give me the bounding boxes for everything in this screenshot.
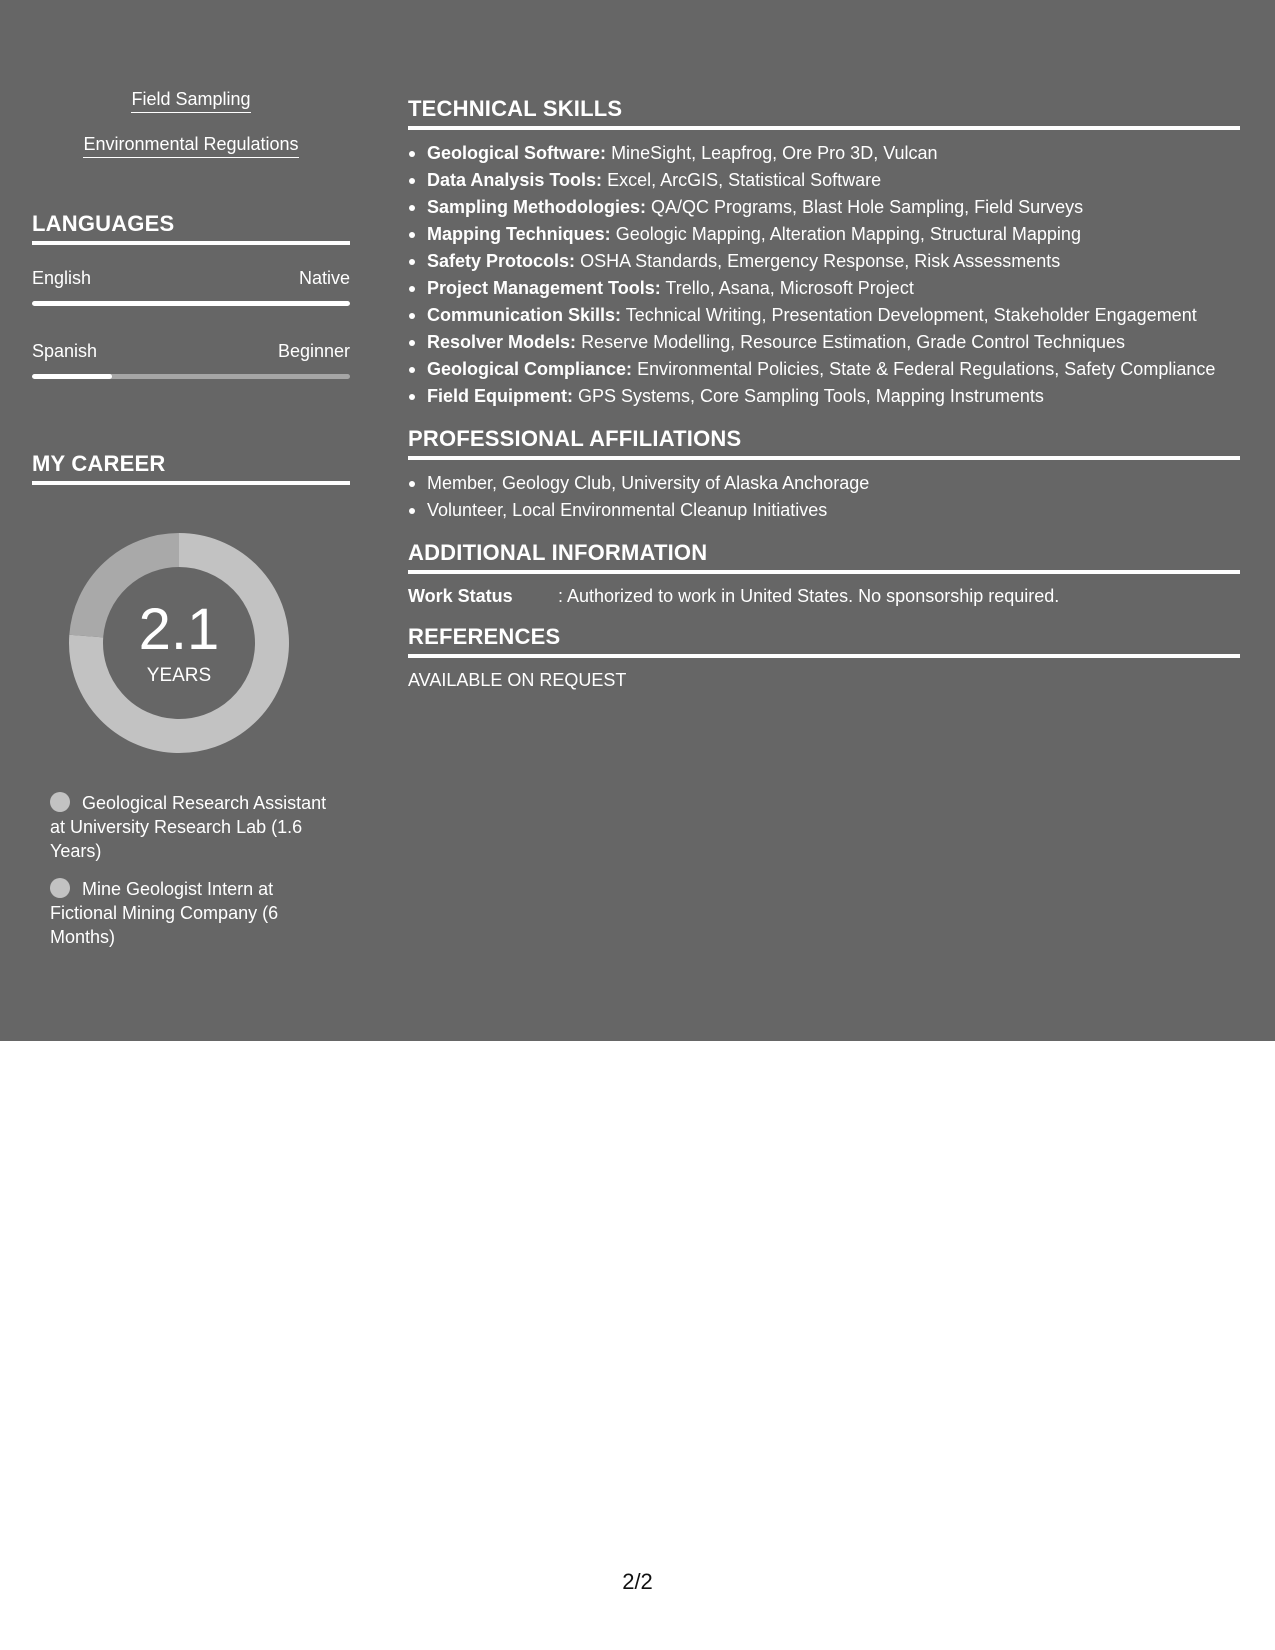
career-legend-item [50, 791, 330, 863]
skill-label: Resolver Models: [427, 332, 577, 352]
skill-label: Safety Protocols: [427, 251, 576, 271]
skill-text: MineSight, Leapfrog, Ore Pro 3D, Vulcan [611, 143, 938, 163]
skill-item [408, 383, 1240, 410]
language-name: Spanish [32, 341, 98, 361]
language-proficiency-bar [32, 374, 350, 379]
skill-tag: Environmental Regulations [83, 133, 298, 158]
career-section [32, 451, 350, 947]
skill-item [408, 167, 1240, 194]
work-status-label: Work Status [408, 586, 513, 606]
career-legend-item [50, 877, 330, 949]
language-name: English [32, 268, 92, 288]
language-proficiency-bar [32, 301, 350, 306]
technical-skills-title: TECHNICAL SKILLS [408, 96, 1240, 130]
page-number: 2/2 [622, 1569, 653, 1594]
skill-label: Field Equipment: [427, 386, 573, 406]
skill-item [408, 275, 1240, 302]
skill-label: Data Analysis Tools: [427, 170, 603, 190]
skill-tags [32, 88, 350, 178]
affiliations-list [408, 470, 1240, 524]
references-title: REFERENCES [408, 624, 1240, 658]
affiliation-item: Volunteer, Local Environmental Cleanup Initiatives [408, 497, 1240, 524]
additional-info-section [408, 540, 1240, 608]
skill-label: Project Management Tools: [427, 278, 661, 298]
right-column [408, 96, 1240, 708]
career-legend [50, 791, 330, 963]
career-legend-label: Mine Geologist Intern at Fictional Mining Company (6 Months) [50, 879, 279, 947]
skill-item [408, 194, 1240, 221]
additional-info-title: ADDITIONAL INFORMATION [408, 540, 1240, 574]
skill-label: Geological Compliance: [427, 359, 633, 379]
legend-dot-icon [50, 792, 70, 812]
language-item [32, 340, 350, 379]
skill-text: Excel, ArcGIS, Statistical Software [607, 170, 882, 190]
career-legend-label: Geological Research Assistant at University Research Lab (1.6 Years) [50, 793, 327, 861]
skill-text: Geologic Mapping, Alteration Mapping, Structural Mapping [615, 224, 1081, 244]
skill-label: Communication Skills: [427, 305, 622, 325]
career-total-value: 2.1 [138, 597, 220, 662]
career-donut-chart [66, 530, 292, 756]
affiliations-title: PROFESSIONAL AFFILIATIONS [408, 426, 1240, 460]
skill-text: GPS Systems, Core Sampling Tools, Mapping Instruments [578, 386, 1044, 406]
skill-text: Environmental Policies, State & Federal Regulations, Safety Compliance [637, 359, 1216, 379]
skill-text: OSHA Standards, Emergency Response, Risk Assessments [580, 251, 1061, 271]
skill-item [408, 302, 1240, 329]
career-total-unit: YEARS [146, 665, 212, 686]
skill-item [408, 140, 1240, 167]
legend-dot-icon [50, 878, 70, 898]
language-proficiency-fill [32, 374, 112, 379]
skill-item [408, 329, 1240, 356]
references-section [408, 624, 1240, 692]
skill-tag: Field Sampling [131, 88, 250, 113]
references-text: AVAILABLE ON REQUEST [408, 670, 627, 690]
skill-label: Mapping Techniques: [427, 224, 611, 244]
skill-item [408, 221, 1240, 248]
skill-text: Reserve Modelling, Resource Estimation, Grade Control Techniques [581, 332, 1125, 352]
skill-text: Trello, Asana, Microsoft Project [665, 278, 914, 298]
technical-skills-section [408, 96, 1240, 410]
languages-title: LANGUAGES [32, 211, 350, 245]
affiliations-section [408, 426, 1240, 524]
skill-label: Geological Software: [427, 143, 607, 163]
languages-section [32, 211, 350, 379]
work-status-row [408, 584, 1240, 608]
skill-item [408, 248, 1240, 275]
language-level: Beginner [277, 341, 350, 361]
affiliation-item: Member, Geology Club, University of Alaska Anchorage [408, 470, 1240, 497]
language-level: Native [298, 268, 350, 288]
skill-text: QA/QC Programs, Blast Hole Sampling, Field Surveys [651, 197, 1084, 217]
language-item [32, 267, 350, 306]
skill-label: Sampling Methodologies: [427, 197, 646, 217]
technical-skills-list [408, 140, 1240, 410]
skill-item [408, 356, 1240, 383]
work-status-value: : Authorized to work in United States. No sponsorship required. [558, 586, 1060, 606]
skill-text: Technical Writing, Presentation Development, Stakeholder Engagement [625, 305, 1197, 325]
language-proficiency-fill [32, 301, 350, 306]
career-title: MY CAREER [32, 451, 350, 485]
